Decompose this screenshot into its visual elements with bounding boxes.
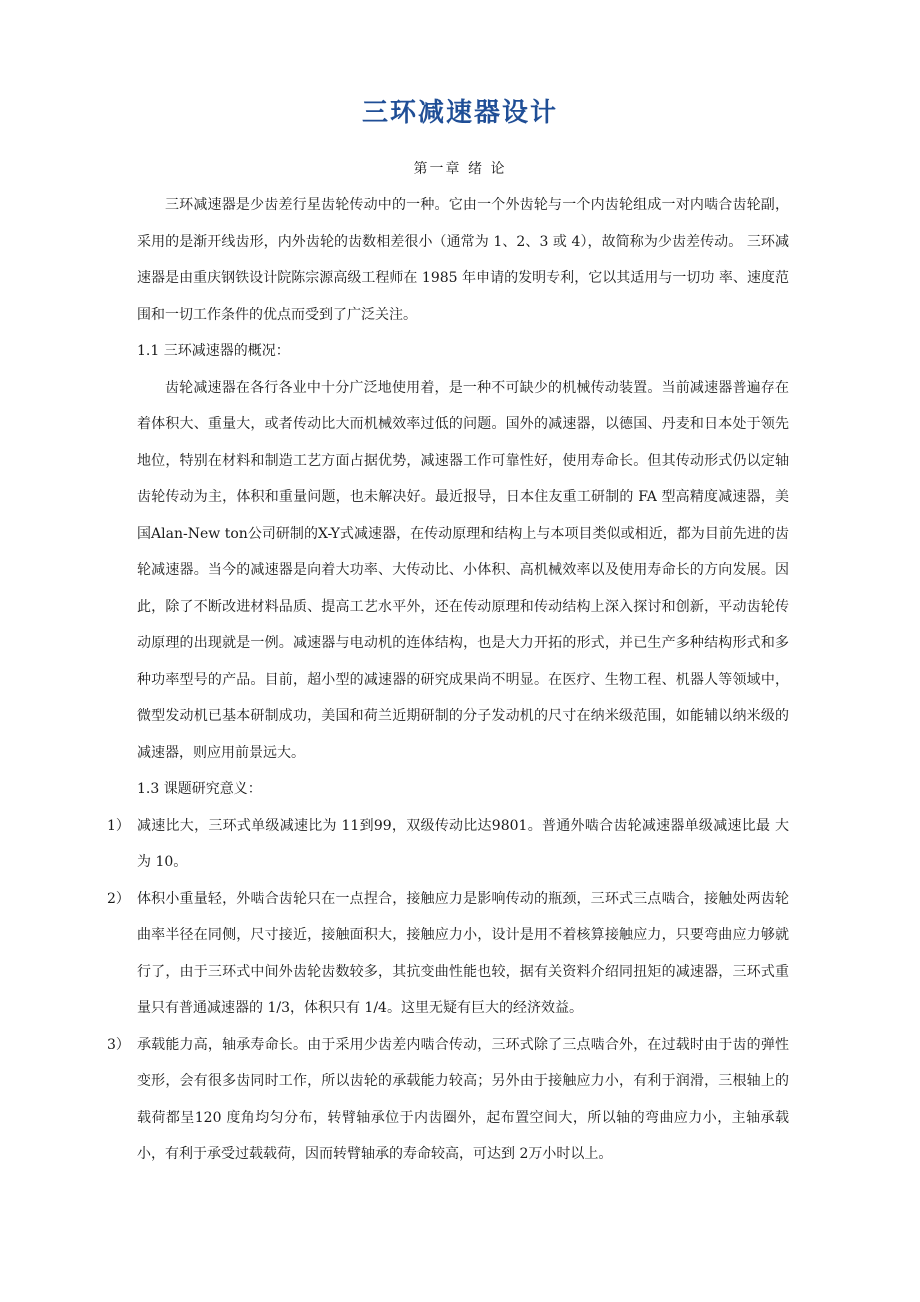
list-item-number: 2） [107,890,130,907]
list-item [107,1027,789,1173]
document-body [107,187,789,1173]
list-item-text: 减速比大，三环式单级减速比为 11到99，双级传动比达9801。普通外啮合齿轮减速器单级减速比最 大为 10。 [137,817,789,870]
list-item-number: 3） [107,1036,130,1053]
document-title: 三环减速器设计 [361,98,558,128]
list-item-text: 承载能力高，轴承寿命长。由于采用少齿差内啮合传动，三环式除了三点啮合外，在过载时由于齿的弹性变形，会有很多齿同时工作，所以齿轮的承载能力较高；另外由于接触应力小，有利于润滑，三根轴上的载荷都呈120 度角均匀分布，转臂轴承位于内齿圈外，起布置空间大，所以轴的弯曲应力小，主轴承载小，有利于承受过载载荷，因而转臂轴承的寿命较高，可达到 2万小时以上。 [137,1036,789,1162]
section-1-3-heading: 1.3 课题研究意义： [137,781,262,797]
list-item-number: 1） [107,817,130,834]
list-item [107,808,789,881]
list-item [107,881,789,1027]
list-item-text: 体积小重量轻，外啮合齿轮只在一点捏合，接触应力是影响传动的瓶颈，三环式三点啮合，接触处两齿轮曲率半径在同侧，尺寸接近，接触面积大，接触应力小，设计是用不着核算接触应力，只要弯曲应力够就行了，由于三环式中间外齿轮齿数较多，其抗变曲性能也较，据有关资料介绍同扭矩的减速器，三环式重量只有普通减速器的 1/3，体积只有 1/4。这里无疑有巨大的经济效益。 [137,890,789,1016]
section-1-1-heading: 1.1 三环减速器的概况： [137,343,290,359]
section-1-1-paragraph: 齿轮减速器在各行各业中十分广泛地使用着，是一种不可缺少的机械传动装置。当前减速器普遍存在着体积大、重量大，或者传动比大而机械效率过低的问题。国外的减速器，以德国、丹麦和日本处于领先地位，特别在材料和制造工艺方面占据优势，减速器工作可靠性好，使用寿命长。但其传动形式仍以定轴齿轮传动为主，体积和重量问题，也未解决好。最近报导，日本住友重工研制的 FA 型高精度减速器，美国Alan-New ton公司研制的X-Y式减速器，在传动原理和结构上与本项目类似或相近，都为目前先进的齿轮减速器。当今的减速器是向着大功率、大传动比、小体积、高机械效率以及使用寿命长的方向发展。因此，除了不断改进材料品质、提高工艺水平外，还在传动原理和传动结构上深入探讨和创新，平动齿轮传动原理的出现就是一例。减速器与电动机的连体结构，也是大力开拓的形式，并已生产多种结构形式和多种功率型号的产品。目前，超小型的减速器的研究成果尚不明显。在医疗、生物工程、机器人等领域中，微型发动机已基本研制成功，美国和荷兰近期研制的分子发动机的尺寸在纳米级范围，如能辅以纳米级的减速器，则应用前景远大。 [137,379,789,761]
chapter-heading: 第一章 绪 论 [413,161,507,177]
intro-paragraph: 三环减速器是少齿差行星齿轮传动中的一种。它由一个外齿轮与一个内齿轮组成一对内啮合齿轮副，采用的是渐开线齿形，内外齿轮的齿数相差很小（通常为 1、2、3 或 4），故简称为少齿差传动。 三环减速器是由重庆钢铁设计院陈宗源高级工程师在 1985 年申请的发明专利，它以其适用与一切功 率、速度范围和一切工作条件的优点而受到了广泛关注。 [137,197,789,323]
